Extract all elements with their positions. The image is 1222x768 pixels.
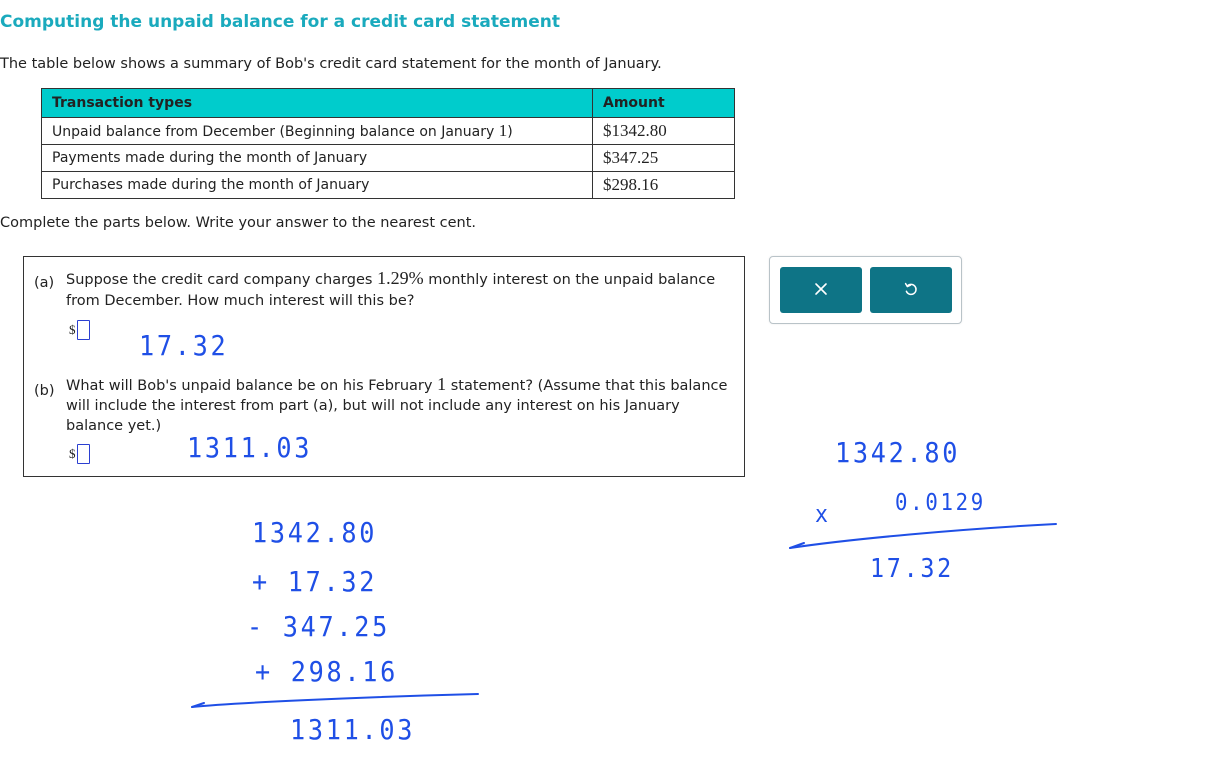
- transaction-type-cell: Payments made during the month of January: [42, 145, 593, 172]
- amount-cell: $347.25: [593, 145, 735, 172]
- part-a-text: Suppose the credit card company charges: [66, 272, 378, 288]
- handwritten-work-line: + 17.32: [252, 565, 378, 598]
- part-b-text: What will Bob's unpaid balance be on his February: [66, 378, 438, 394]
- currency-symbol: $: [69, 446, 76, 461]
- amount-cell: $1342.80: [593, 118, 735, 145]
- part-b-letter: (b): [34, 383, 55, 399]
- part-a-letter: (a): [34, 275, 55, 291]
- intro-text: The table below shows a summary of Bob's credit card statement for the month of January.: [0, 56, 662, 72]
- part-b-date-number: 1: [437, 374, 447, 394]
- handwritten-answer-a: 17.32: [139, 329, 229, 362]
- page-title: Computing the unpaid balance for a credit card statement: [0, 12, 560, 32]
- part-a-rate: 1.29%: [377, 268, 424, 288]
- handwritten-work-line: - 347.25: [247, 610, 390, 643]
- transaction-type-text: Unpaid balance from December (Beginning balance on January: [52, 124, 499, 140]
- handwritten-multiply-sign: x: [815, 500, 831, 528]
- instructions-text: Complete the parts below. Write your answer to the nearest cent.: [0, 215, 477, 231]
- part-b-text-line3: balance yet.): [66, 418, 162, 434]
- header-amount: Amount: [593, 89, 735, 118]
- transaction-type-number: 1: [498, 121, 508, 140]
- handwritten-work-line: 1342.80: [835, 436, 961, 469]
- transaction-type-suffix: ): [507, 124, 513, 140]
- part-a-text-line2: from December. How much interest will this be?: [66, 293, 415, 309]
- handwritten-work-line: 0.0129: [895, 490, 986, 516]
- transaction-type-cell: Purchases made during the month of January: [42, 172, 593, 199]
- handwritten-work-line: 1342.80: [252, 516, 378, 549]
- handwritten-work-line: + 298.16: [255, 655, 398, 688]
- handwritten-work-line: 17.32: [870, 554, 954, 584]
- amount-cell: $298.16: [593, 172, 735, 199]
- header-transaction-types: Transaction types: [42, 89, 593, 118]
- part-b-text-line2: will include the interest from part (a), but will not include any interest on his January: [66, 398, 680, 414]
- currency-symbol: $: [69, 322, 76, 337]
- part-b-text-cont: statement? (Assume that this balance: [446, 378, 728, 394]
- handwritten-answer-b: 1311.03: [187, 431, 313, 464]
- part-a-text-cont: monthly interest on the unpaid balance: [423, 272, 716, 288]
- handwritten-work-line: 1311.03: [290, 713, 416, 746]
